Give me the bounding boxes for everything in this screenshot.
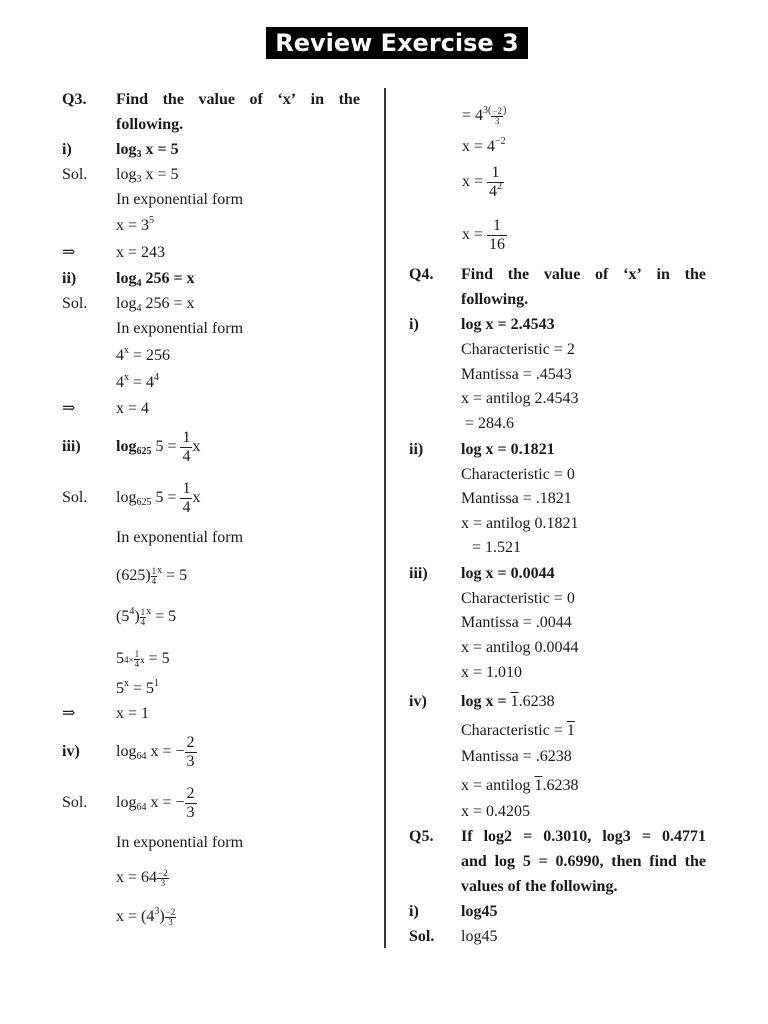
part-i-label: i) [409, 316, 419, 333]
part-i-label: i) [62, 141, 72, 158]
math-line: x = 0.4205 [461, 803, 531, 820]
implies-symbol: ⇒ [62, 244, 76, 261]
q5-word: log3 [602, 828, 631, 845]
q3-heading [116, 90, 360, 110]
q5-heading-line2 [461, 852, 706, 872]
sol-label: Sol. [409, 928, 435, 945]
q5-solution: log45 [461, 928, 498, 945]
q5-word: 5 [522, 853, 531, 870]
q3-word: in [310, 91, 325, 108]
sol-label: Sol. [62, 794, 88, 811]
math-line: = 1.521 [472, 539, 522, 556]
q4-word: ‘x’ [623, 266, 642, 283]
part-iii-solution: $\log_{625} 5$ = $\frac{1}{4}$ x [116, 479, 201, 516]
q5-label: Q5. [409, 828, 434, 845]
math-line: x = antilog 0.0044 [461, 639, 579, 656]
q3-word: of [249, 91, 263, 108]
math-line: $x = (4^3)$ $\frac{-2}{3}$ [116, 906, 176, 927]
column-divider [384, 88, 386, 948]
exponent-fraction: $\frac{1}{4}$ [134, 649, 140, 669]
q3-word: the [338, 91, 360, 108]
math-line: = $4^{3(}$ $\frac{-2}{3}$ ) [462, 105, 507, 126]
part-iv-question: $\log_{64} x$ = − $\frac{2}{3}$ [116, 733, 195, 770]
math-line: Characteristic = 1 [461, 722, 575, 739]
q5-word: log [494, 853, 516, 870]
math-line: $4^x = 4^4$ [116, 372, 160, 391]
q3-word: the [162, 91, 184, 108]
part-iv-question: log x = 1.6238 [461, 693, 555, 710]
q5-word: 0.4771 [662, 828, 706, 845]
math-line: Characteristic = 0 [461, 466, 575, 483]
math-line: $x = 4^{-2}$ [462, 136, 506, 155]
implies-symbol: ⇒ [62, 400, 76, 417]
q5-word: and [461, 853, 487, 870]
part-iv-label: iv) [62, 743, 80, 760]
part-i-question: $\log_3 x = 5$ [116, 141, 179, 160]
q5-word: 0.6990, [555, 853, 604, 870]
q5-word: = [641, 828, 651, 845]
math-line: x = 64 $\frac{-2}{3}$ [116, 868, 168, 888]
fraction: $\frac{1}{4}$ [182, 428, 191, 465]
fraction: $\frac{2}{3}$ [186, 733, 195, 770]
part-iii-question: log x = 0.0044 [461, 565, 555, 582]
q4-word: the [684, 266, 706, 283]
q4-word: Find [461, 266, 494, 283]
q5-word: = [523, 828, 533, 845]
part-iv-solution: $\log_{64} x$ = − $\frac{2}{3}$ [116, 784, 195, 821]
fraction: $\frac{1}{4}$ [182, 479, 191, 516]
exponential-form-label: In exponential form [116, 320, 244, 337]
math-line: x = $\frac{1}{16}$ [462, 216, 506, 253]
q4-word: of [595, 266, 609, 283]
sol-label: Sol. [62, 489, 88, 506]
sol-label: Sol. [62, 295, 88, 312]
math-line: Characteristic = 0 [461, 590, 575, 607]
math-line: $5^x = 5^1$ [116, 678, 160, 697]
q4-word: the [507, 266, 530, 283]
q5-word: = [538, 853, 548, 870]
exponent-fraction: $\frac{1}{4}$ [140, 607, 146, 627]
part-i-solution: $\log_3 x = 5$ [116, 166, 179, 185]
exponent-fraction: $\frac{1}{4}$ [151, 566, 157, 586]
q3-word: value [198, 91, 235, 108]
fraction: $\frac{1}{16}$ [489, 216, 506, 253]
q4-heading-cont: following. [461, 291, 529, 308]
math-line: = 284.6 [465, 415, 515, 432]
exponential-form-label: In exponential form [116, 191, 244, 208]
q3-label: Q3. [62, 91, 87, 108]
exponent-fraction: $\frac{-2}{3}$ [158, 868, 168, 888]
math-line: Mantissa = .6238 [461, 748, 572, 765]
q5-heading-line3: values of the following. [461, 878, 618, 895]
q3-heading-cont: following. [116, 116, 184, 133]
math-line: Mantissa = .4543 [461, 366, 572, 383]
math-line: $(5^4)$ $\frac{1}{4}$ $^x$ = 5 [116, 606, 177, 627]
q5-part-i-label: i) [409, 903, 419, 920]
math-line: $x = 3^5$ [116, 215, 155, 234]
exponent-fraction: $\frac{-2}{3}$ [492, 106, 502, 126]
math-line: x = $\frac{1}{4^2}$ [462, 163, 503, 200]
q4-heading [461, 265, 706, 285]
q5-word: 0.3010, [543, 828, 592, 845]
math-line: (625) $\frac{1}{4}$ $^x$ = 5 [116, 565, 188, 586]
part-iii-question: $\log_{625} 5$ = $\frac{1}{4}$ x [116, 428, 201, 465]
part-ii-question: $\log_4 256 = x$ [116, 270, 195, 289]
sol-label: Sol. [62, 166, 88, 183]
math-line: $5^{4\times}$ $\frac{1}{4}$ $^x$ = 5 [116, 649, 170, 669]
math-line: Mantissa = .1821 [461, 490, 572, 507]
q4-word: value [543, 266, 581, 283]
part-iii-label: iii) [409, 565, 428, 582]
math-line: x = 1 [116, 705, 150, 722]
q3-word: ‘x’ [277, 91, 297, 108]
part-ii-label: ii) [62, 270, 77, 287]
math-line: $4^x = 256$ [116, 345, 171, 364]
math-line: Characteristic = 2 [461, 341, 575, 358]
q5-word: find [649, 853, 677, 870]
part-ii-label: ii) [409, 441, 424, 458]
exponential-form-label: In exponential form [116, 834, 244, 851]
q3-word: Find [116, 91, 149, 108]
exponential-form-label: In exponential form [116, 529, 244, 546]
q4-word: in [656, 266, 670, 283]
math-line: x = 243 [116, 244, 166, 261]
page-title: Review Exercise 3 [266, 27, 528, 59]
math-line: x = 4 [116, 400, 150, 417]
q5-word: log2 [483, 828, 513, 845]
q5-part-i-question: log45 [461, 903, 498, 920]
fraction: $\frac{1}{4^2}$ [489, 163, 503, 200]
implies-symbol: ⇒ [62, 705, 76, 722]
math-line: x = antilog 1.6238 [461, 777, 579, 794]
q5-word: the [684, 853, 706, 870]
q5-heading [461, 827, 706, 847]
q5-word: then [611, 853, 642, 870]
q5-word: If [461, 828, 473, 845]
math-line: x = antilog 2.4543 [461, 390, 579, 407]
part-iii-label: iii) [62, 438, 81, 455]
part-iv-label: iv) [409, 693, 427, 710]
part-i-question: log x = 2.4543 [461, 316, 555, 333]
math-line: x = antilog 0.1821 [461, 515, 579, 532]
part-ii-solution: $\log_4 256 = x$ [116, 295, 195, 314]
math-line: x = 1.010 [461, 664, 523, 681]
part-ii-question: log x = 0.1821 [461, 441, 555, 458]
exponent-fraction: $\frac{-2}{3}$ [165, 907, 176, 927]
q4-label: Q4. [409, 266, 434, 283]
math-line: Mantissa = .0044 [461, 614, 572, 631]
fraction: $\frac{2}{3}$ [186, 784, 195, 821]
